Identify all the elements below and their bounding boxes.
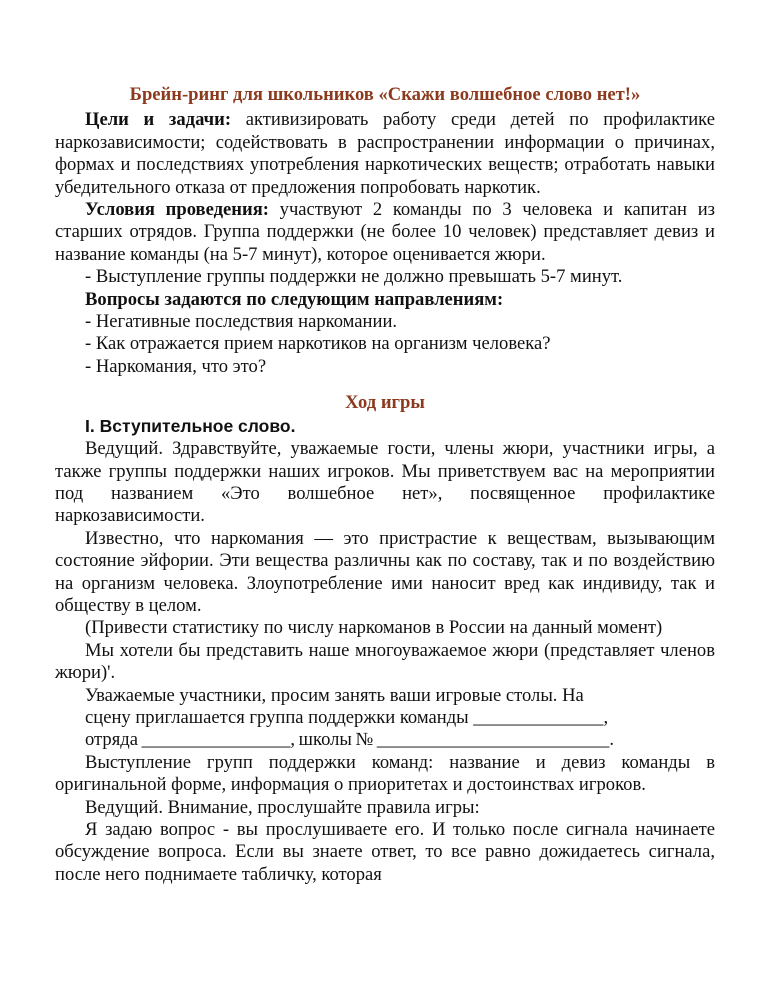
- questions-label: [55, 289, 715, 311]
- paragraph-addiction: Известно, что наркомания — это пристрастие к веществам, вызывающим состояние эйфории. Эти вещества различны как по составу, так и по воздействию на организм человека. Злоупотребление ими наносит вред как индивиду, так и обществу в целом.: [55, 527, 715, 616]
- question-item: - Как отражается прием наркотиков на организм человека?: [85, 333, 551, 355]
- document-page: [55, 84, 715, 886]
- section-title: Ход игры: [345, 392, 425, 414]
- intro-heading: [55, 415, 715, 438]
- goals-text: активизировать работу среди детей по профилактике наркозависимости; содействовать в распространении информации о причинах, формах и последствиях употребления наркотических веществ; отработать навыки убедительного отказа от предложения попробовать наркотик.: [55, 109, 715, 198]
- goals-paragraph: [55, 109, 715, 199]
- questions-label-text: Вопросы задаются по следующим направлениям:: [85, 288, 504, 310]
- paragraph-statistics: (Привести статистику по числу наркоманов в России на данный момент): [85, 617, 663, 639]
- conditions-text: участвуют 2 команды по 3 человека и капитан из старших отрядов. Группа поддержки (не более 10 человек) представляет девиз и название команды (на 5-7 минут), которое оценивается жюри.: [55, 199, 715, 265]
- intro-heading-text: I. Вступительное слово.: [85, 415, 296, 436]
- document-title: Брейн-ринг для школьников «Скажи волшебное слово нет!»: [129, 84, 641, 105]
- paragraph-jury: Мы хотели бы представить наше многоуважаемое жюри (представляет членов жюри)'.: [55, 639, 715, 684]
- question-item: - Негативные последствия наркомании.: [85, 311, 398, 333]
- conditions-paragraph: [55, 199, 715, 266]
- conditions-label: Условия проведения:: [85, 199, 269, 221]
- question-item: - Наркомания, что это?: [85, 355, 267, 377]
- paragraph-invite-line2: сцену приглашается группа поддержки команды ______________,: [85, 706, 609, 728]
- paragraph-invite-line1: Уважаемые участники, просим занять ваши игровые столы. На: [85, 684, 584, 706]
- paragraph-rules-intro: Ведущий. Внимание, прослушайте правила игры:: [85, 796, 480, 818]
- paragraph-greeting: Ведущий. Здравствуйте, уважаемые гости, члены жюри, участники игры, а также группы поддержки наших игроков. Мы приветствуем вас на мероприятии под названием «Это волшебное нет», посвященное профилактике наркозависимости.: [55, 438, 715, 527]
- support-limit: - Выступление группы поддержки не должно превышать 5-7 минут.: [85, 266, 623, 288]
- paragraph-support-performance: Выступление групп поддержки команд: название и девиз команды в оригинальной форме, информация о приоритетах и достоинствах игроков.: [55, 751, 715, 796]
- goals-label: Цели и задачи:: [85, 109, 232, 131]
- paragraph-rules: Я задаю вопрос - вы прослушиваете его. И только после сигнала начинаете обсуждение вопроса. Если вы знаете ответ, то все равно дожидаетесь сигнала, после него поднимаете табличку, которая: [55, 819, 715, 885]
- paragraph-invite-line3: отряда ________________, школы № _________________________.: [85, 729, 614, 751]
